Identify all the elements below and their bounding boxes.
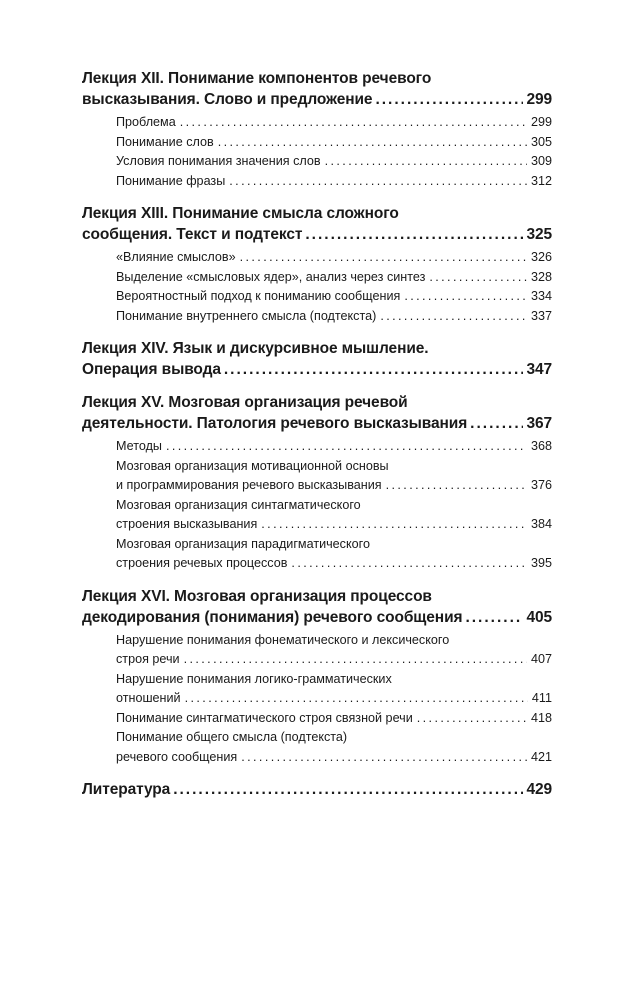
page-number: 312 <box>530 173 552 188</box>
entry-text: Проблема <box>116 115 176 129</box>
section-title-line: высказывания. Слово и предложение <box>82 91 373 108</box>
toc-section <box>82 338 552 380</box>
leader-dots <box>404 287 527 307</box>
leader-dots <box>180 113 527 133</box>
page-number: 411 <box>531 691 552 705</box>
entry-text: Понимание синтагматического строя связной речи <box>116 710 413 725</box>
leader-dots <box>218 133 527 153</box>
page-number: 376 <box>530 478 552 492</box>
entry-last-line <box>116 554 552 574</box>
section-title-line: Операция вывода <box>82 361 221 378</box>
entry-text-line: Мозговая организация парадигматического <box>116 536 370 551</box>
entry-text: отношений <box>116 691 181 705</box>
toc-section <box>82 586 552 768</box>
page-number: 299 <box>530 115 552 129</box>
page-number: 407 <box>530 652 552 666</box>
leader-dots <box>291 554 527 574</box>
page-number: 334 <box>530 289 552 303</box>
entry-last-line <box>116 689 552 709</box>
entry-last-line <box>116 133 552 153</box>
section-title-line: декодирования (понимания) речевого сообщения <box>82 608 463 626</box>
leader-dots <box>184 650 527 670</box>
page-number: 384 <box>530 517 552 531</box>
toc-section <box>82 203 552 326</box>
page-number: 429 <box>526 781 552 798</box>
entry-last-line <box>116 172 552 192</box>
section-title-line: Литература <box>82 781 171 798</box>
leader-dots <box>185 689 528 709</box>
page-number: 418 <box>530 710 552 725</box>
section-title-line: Лекция XV. Мозговая организация речевой <box>82 394 408 411</box>
page-number: 299 <box>526 91 552 108</box>
entry-text-line: Мозговая организация мотивационной основы <box>116 458 389 473</box>
toc-entry[interactable] <box>116 133 552 153</box>
section-title[interactable] <box>82 338 552 380</box>
entry-text-line: Понимание общего смысла (подтекста) <box>116 730 348 744</box>
section-title[interactable] <box>82 203 552 245</box>
leader-dots <box>173 779 523 800</box>
entry-text: строения речевых процессов <box>116 556 288 570</box>
entry-last-line <box>116 709 552 729</box>
entry-text: Вероятностный подход к пониманию сообщения <box>116 289 401 303</box>
entry-text: строя речи <box>116 652 180 666</box>
toc-section <box>82 392 552 574</box>
subsection-list <box>82 113 552 191</box>
toc-section <box>82 68 552 191</box>
entry-last-line <box>116 113 552 133</box>
leader-dots <box>241 748 527 768</box>
entry-text: «Влияние смыслов» <box>116 250 236 264</box>
section-title-line: Лекция XIV. Язык и дискурсивное мышление. <box>82 340 429 357</box>
entry-text: Методы <box>116 439 162 453</box>
toc-entry[interactable] <box>116 287 552 307</box>
leader-dots <box>229 172 527 192</box>
page-number: 305 <box>530 134 552 149</box>
table-of-contents <box>82 68 552 812</box>
leader-dots <box>386 476 527 496</box>
leader-dots <box>429 268 527 288</box>
leader-dots <box>417 709 527 729</box>
leader-dots <box>470 413 523 434</box>
entry-last-line <box>116 248 552 268</box>
page-number: 368 <box>530 439 552 453</box>
page-number: 347 <box>526 361 552 378</box>
page-number: 337 <box>530 308 552 323</box>
section-title-last-line <box>82 413 552 434</box>
entry-text-line: Нарушение понимания логико-грамматических <box>116 671 392 686</box>
toc-entry[interactable] <box>116 670 552 709</box>
section-title-last-line <box>82 89 552 110</box>
entry-text: Понимание фразы <box>116 173 226 188</box>
entry-last-line <box>116 307 552 327</box>
entry-text-line: Нарушение понимания фонематического и лексического <box>116 632 450 647</box>
toc-entry[interactable] <box>116 113 552 133</box>
leader-dots <box>261 515 527 535</box>
section-title-last-line <box>82 224 552 245</box>
section-title-line: Лекция XII. Понимание компонентов речевого <box>82 70 432 87</box>
toc-entry[interactable] <box>116 152 552 172</box>
entry-last-line <box>116 268 552 288</box>
leader-dots <box>465 607 523 628</box>
section-title[interactable] <box>82 779 552 800</box>
section-title[interactable] <box>82 586 552 628</box>
leader-dots <box>166 437 527 457</box>
page-number: 421 <box>530 749 552 764</box>
page-number: 326 <box>530 250 552 264</box>
entry-last-line <box>116 476 552 496</box>
page-number: 325 <box>526 226 552 243</box>
section-title-line: Лекция XIII. Понимание смысла сложного <box>82 205 399 222</box>
page-number: 309 <box>530 154 552 168</box>
entry-last-line <box>116 650 552 670</box>
entry-last-line <box>116 437 552 457</box>
entry-last-line <box>116 287 552 307</box>
toc-entry[interactable] <box>116 172 552 192</box>
section-title-last-line <box>82 607 552 628</box>
entry-text-line: Мозговая организация синтагматического <box>116 497 361 512</box>
leader-dots <box>325 152 527 172</box>
entry-text: и программирования речевого высказывания <box>116 478 382 492</box>
entry-last-line <box>116 748 552 768</box>
toc-entry[interactable] <box>116 709 552 729</box>
section-title-last-line <box>82 779 552 800</box>
entry-text: Понимание внутреннего смысла (подтекста) <box>116 308 377 323</box>
entry-text: речевого сообщения <box>116 749 238 764</box>
subsection-list <box>82 631 552 768</box>
leader-dots <box>375 89 523 110</box>
toc-entry[interactable] <box>116 728 552 767</box>
page-number: 395 <box>530 556 552 570</box>
toc-entry[interactable] <box>116 496 552 535</box>
toc-entry[interactable] <box>116 307 552 327</box>
toc-section <box>82 779 552 800</box>
entry-text: строения высказывания <box>116 517 258 531</box>
toc-entry[interactable] <box>116 268 552 288</box>
section-title[interactable] <box>82 68 552 110</box>
entry-text: Условия понимания значения слов <box>116 154 321 168</box>
entry-text: Выделение «смысловых ядер», анализ через синтез <box>116 269 426 284</box>
leader-dots <box>224 359 524 380</box>
page-number: 405 <box>526 608 552 626</box>
subsection-list <box>82 437 552 574</box>
entry-last-line <box>116 152 552 172</box>
section-title-line: Лекция XVI. Мозговая организация процессов <box>82 587 432 605</box>
section-title[interactable] <box>82 392 552 434</box>
section-title-line: сообщения. Текст и подтекст <box>82 226 303 243</box>
entry-last-line <box>116 515 552 535</box>
section-title-last-line <box>82 359 552 380</box>
toc-entry[interactable] <box>116 631 552 670</box>
toc-entry[interactable] <box>116 437 552 457</box>
toc-entry[interactable] <box>116 248 552 268</box>
toc-entry[interactable] <box>116 457 552 496</box>
leader-dots <box>305 224 523 245</box>
toc-entry[interactable] <box>116 535 552 574</box>
leader-dots <box>380 307 527 327</box>
section-title-line: деятельности. Патология речевого высказывания <box>82 415 468 432</box>
subsection-list <box>82 248 552 326</box>
page-number: 328 <box>530 269 552 284</box>
entry-text: Понимание слов <box>116 134 214 149</box>
page-number: 367 <box>526 415 552 432</box>
leader-dots <box>240 248 527 268</box>
